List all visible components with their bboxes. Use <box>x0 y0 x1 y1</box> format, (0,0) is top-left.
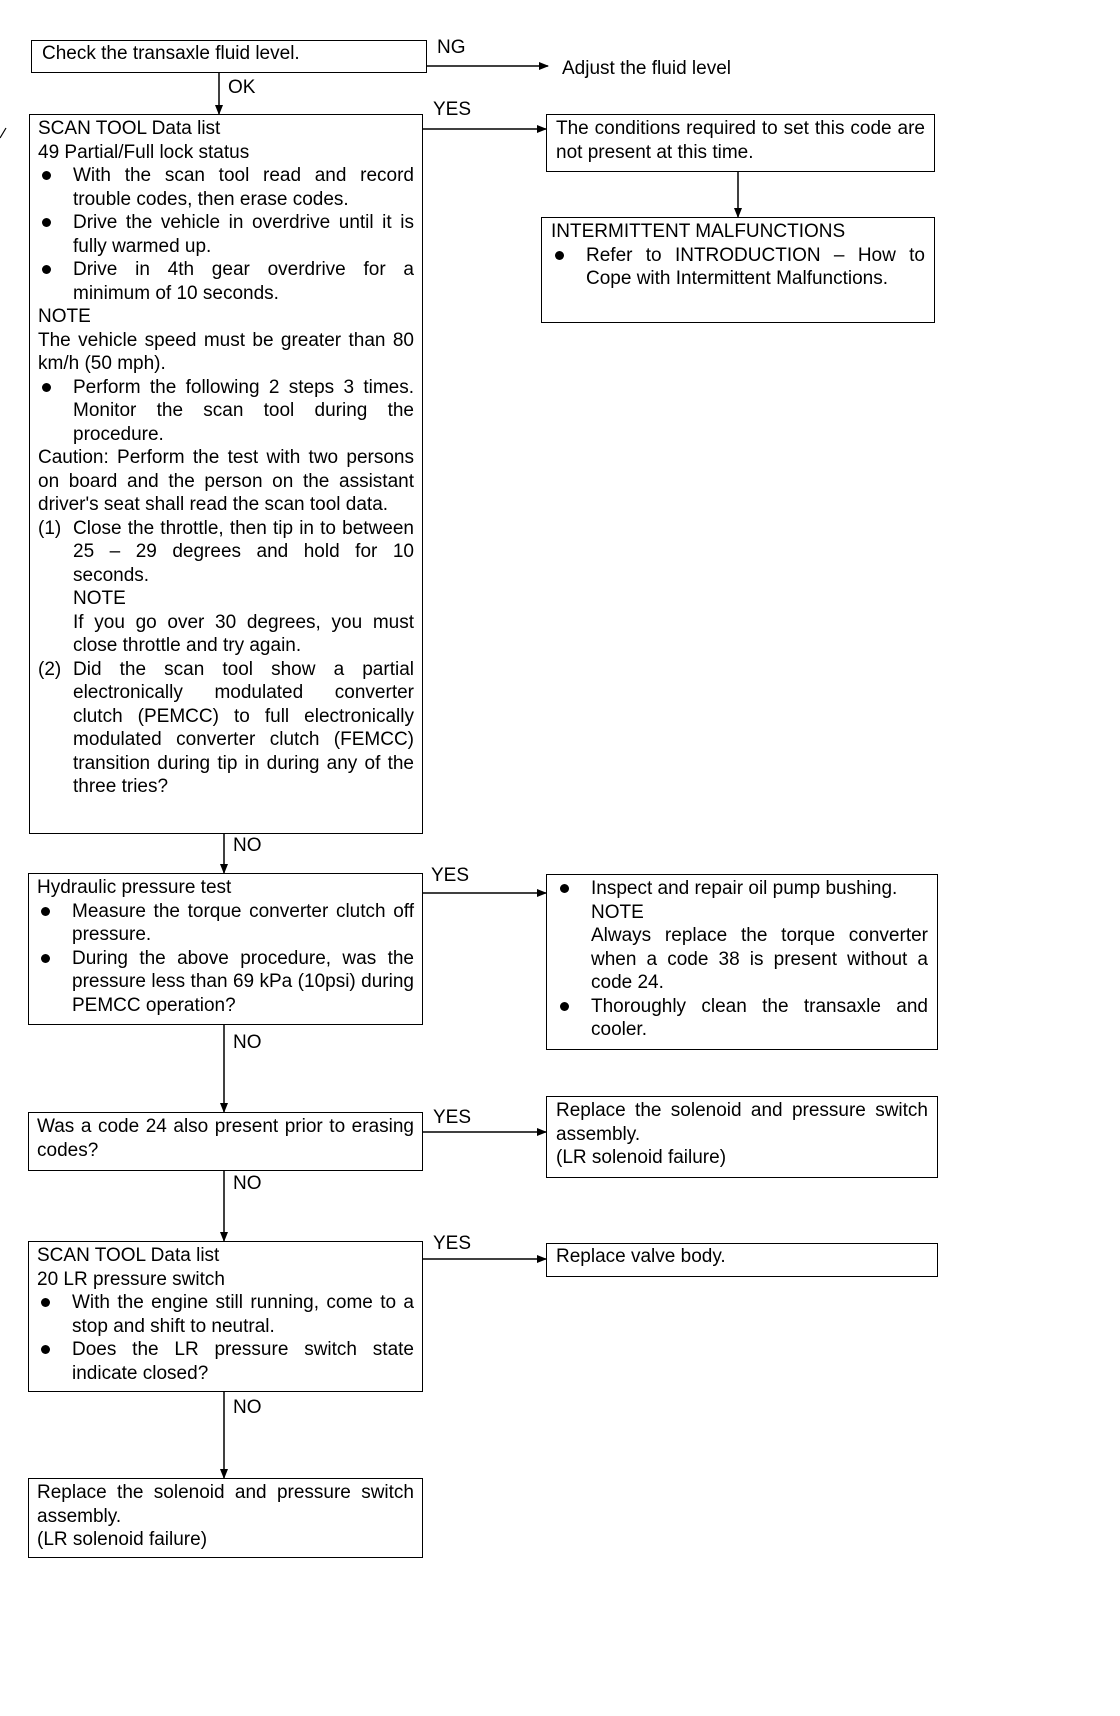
scan-tool-49-item: 49 Partial/Full lock status <box>38 141 250 163</box>
step-1-number: (1) <box>38 517 62 539</box>
intermittent-bullets <box>551 244 925 291</box>
bullet-item: With the engine still running, come to a stop and shift to neutral. <box>37 1291 414 1338</box>
step-1-note-label: NOTE <box>73 588 126 609</box>
hydraulic-bullets <box>37 900 414 1018</box>
label-yes-4: YES <box>433 1233 472 1254</box>
step-2 <box>38 658 414 799</box>
replace-valve-text: Replace valve body. <box>556 1246 726 1267</box>
bullet-item: Drive the vehicle in overdrive until it is fully warmed up. <box>38 211 414 258</box>
replace-solenoid-1-cause: (LR solenoid failure) <box>556 1147 727 1168</box>
step-2-number: (2) <box>38 658 62 680</box>
scan-tool-49-bullets <box>38 164 414 305</box>
label-yes-3: YES <box>433 1107 472 1128</box>
bullet-item: Drive in 4th gear overdrive for a minimum of 10 seconds. <box>38 258 414 305</box>
label-yes-2: YES <box>431 865 470 886</box>
oil-pump-box <box>546 874 938 1050</box>
step-2-text: Did the scan tool show a partial electronically modulated converter clutch (PEMCC) to full electronically modulated converter clutch (FEMCC) transition during tip in during any of the three tries? <box>73 658 414 797</box>
scan-tool-49-bullets-2 <box>38 376 414 447</box>
hydraulic-title: Hydraulic pressure test <box>37 877 232 898</box>
code24-text: Was a code 24 also present prior to erasing codes? <box>37 1116 414 1161</box>
oil-pump-note-label: NOTE <box>591 901 644 923</box>
conditions-text: The conditions required to set this code are not present at this time. <box>556 118 925 163</box>
scan-tool-20-bullets <box>37 1291 414 1385</box>
step-1-note-text: If you go over 30 degrees, you must close throttle and try again. <box>73 611 414 656</box>
replace-solenoid-2-cause: (LR solenoid failure) <box>37 1529 208 1550</box>
bullet-item <box>556 877 928 995</box>
label-no-4: NO <box>233 1397 262 1418</box>
scan-tool-49-box <box>29 114 423 834</box>
check-fluid-text: Check the transaxle fluid level. <box>42 43 300 64</box>
scan-tool-49-title: SCAN TOOL Data list <box>38 118 221 139</box>
label-ng: NG <box>437 37 466 58</box>
oil-pump-note-text: Always replace the torque converter when a code 38 is present without a code 24. <box>591 925 928 993</box>
replace-solenoid-box-1 <box>546 1096 938 1178</box>
note-label: NOTE <box>38 306 91 327</box>
replace-solenoid-box-2 <box>28 1478 423 1558</box>
label-yes-1: YES <box>433 99 472 120</box>
caution-text: Caution: Perform the test with two persons on board and the person on the assistant driver's seat shall read the scan tool data. <box>38 447 414 515</box>
note-text: The vehicle speed must be greater than 80 km/h (50 mph). <box>38 329 414 374</box>
replace-valve-box <box>546 1243 938 1277</box>
bullet-item: Thoroughly clean the transaxle and cooler. <box>556 995 928 1042</box>
bullet-item: Does the LR pressure switch state indicate closed? <box>37 1338 414 1385</box>
conditions-box <box>546 114 935 172</box>
adjust-fluid-text: Adjust the fluid level <box>562 58 731 79</box>
label-no-1: NO <box>233 835 262 856</box>
oil-pump-bullets <box>556 877 928 1042</box>
margin-tick <box>0 128 6 138</box>
replace-solenoid-2-text: Replace the solenoid and pressure switch assembly. <box>37 1482 414 1527</box>
steps-list <box>38 517 414 799</box>
bullet-item: With the scan tool read and record trouble codes, then erase codes. <box>38 164 414 211</box>
step-1-text: Close the throttle, then tip in to between 25 – 29 degrees and hold for 10 seconds. <box>73 517 414 586</box>
scan-tool-20-title: SCAN TOOL Data list <box>37 1245 220 1266</box>
bullet-item: Measure the torque converter clutch off pressure. <box>37 900 414 947</box>
oil-pump-bullet-1: Inspect and repair oil pump bushing. <box>591 878 898 899</box>
bullet-item: Refer to INTRODUCTION – How to Cope with Intermittent Malfunctions. <box>551 244 925 291</box>
code24-box <box>28 1112 423 1171</box>
replace-solenoid-1-text: Replace the solenoid and pressure switch assembly. <box>556 1100 928 1145</box>
check-fluid-box <box>31 40 427 73</box>
bullet-item: During the above procedure, was the pressure less than 69 kPa (10psi) during PEMCC operation? <box>37 947 414 1018</box>
label-no-2: NO <box>233 1032 262 1053</box>
label-ok: OK <box>228 77 256 98</box>
step-1 <box>38 517 414 658</box>
label-no-3: NO <box>233 1173 262 1194</box>
intermittent-title: INTERMITTENT MALFUNCTIONS <box>551 221 846 242</box>
bullet-item: Perform the following 2 steps 3 times. Monitor the scan tool during the procedure. <box>38 376 414 447</box>
intermittent-box <box>541 217 935 323</box>
scan-tool-20-box <box>28 1241 423 1392</box>
hydraulic-box <box>28 873 423 1025</box>
scan-tool-20-item: 20 LR pressure switch <box>37 1268 225 1290</box>
